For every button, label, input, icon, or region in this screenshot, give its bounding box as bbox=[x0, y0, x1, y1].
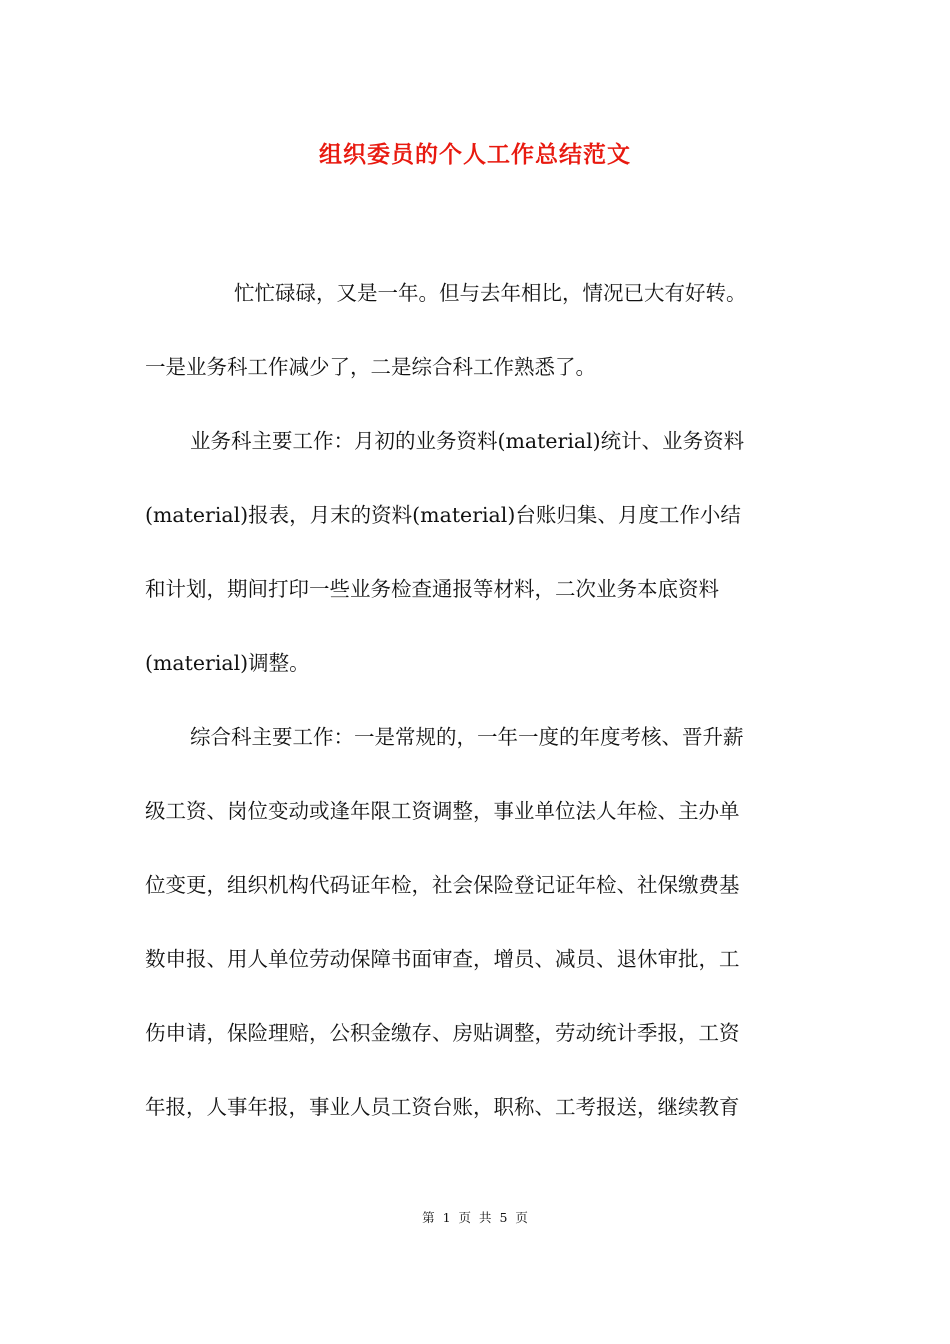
paragraph-line: (material)调整。 bbox=[145, 651, 310, 675]
paragraph-line: 数申报、用人单位劳动保障书面审查，增员、减员、退休审批，工 bbox=[145, 947, 740, 971]
page-footer: 第 1 页 共 5 页 bbox=[422, 1210, 528, 1225]
paragraph-line: 位变更，组织机构代码证年检，社会保险登记证年检、社保缴费基 bbox=[145, 873, 740, 897]
paragraph-line: 综合科主要工作：一是常规的，一年一度的年度考核、晋升薪 bbox=[190, 725, 744, 749]
paragraph-line: 和计划，期间打印一些业务检查通报等材料，二次业务本底资料 bbox=[145, 577, 719, 601]
document-body bbox=[145, 256, 807, 1144]
document-title: 组织委员的个人工作总结范文 bbox=[319, 141, 631, 168]
paragraph-line: 伤申请，保险理赔，公积金缴存、房贴调整，劳动统计季报，工资 bbox=[145, 1021, 740, 1045]
paragraph-line: 一是业务科工作减少了，二是综合科工作熟悉了。 bbox=[145, 355, 596, 379]
paragraph-line: 忙忙碌碌，又是一年。但与去年相比，情况已大有好转。 bbox=[234, 281, 747, 305]
paragraph-line: 级工资、岗位变动或逢年限工资调整，事业单位法人年检、主办单 bbox=[145, 799, 740, 823]
paragraph-line: (material)报表，月末的资料(material)台账归集、月度工作小结 bbox=[145, 503, 741, 527]
paragraph-line: 业务科主要工作：月初的业务资料(material)统计、业务资料 bbox=[190, 429, 745, 453]
paragraph-line: 年报，人事年报，事业人员工资台账，职称、工考报送，继续教育 bbox=[145, 1095, 740, 1119]
